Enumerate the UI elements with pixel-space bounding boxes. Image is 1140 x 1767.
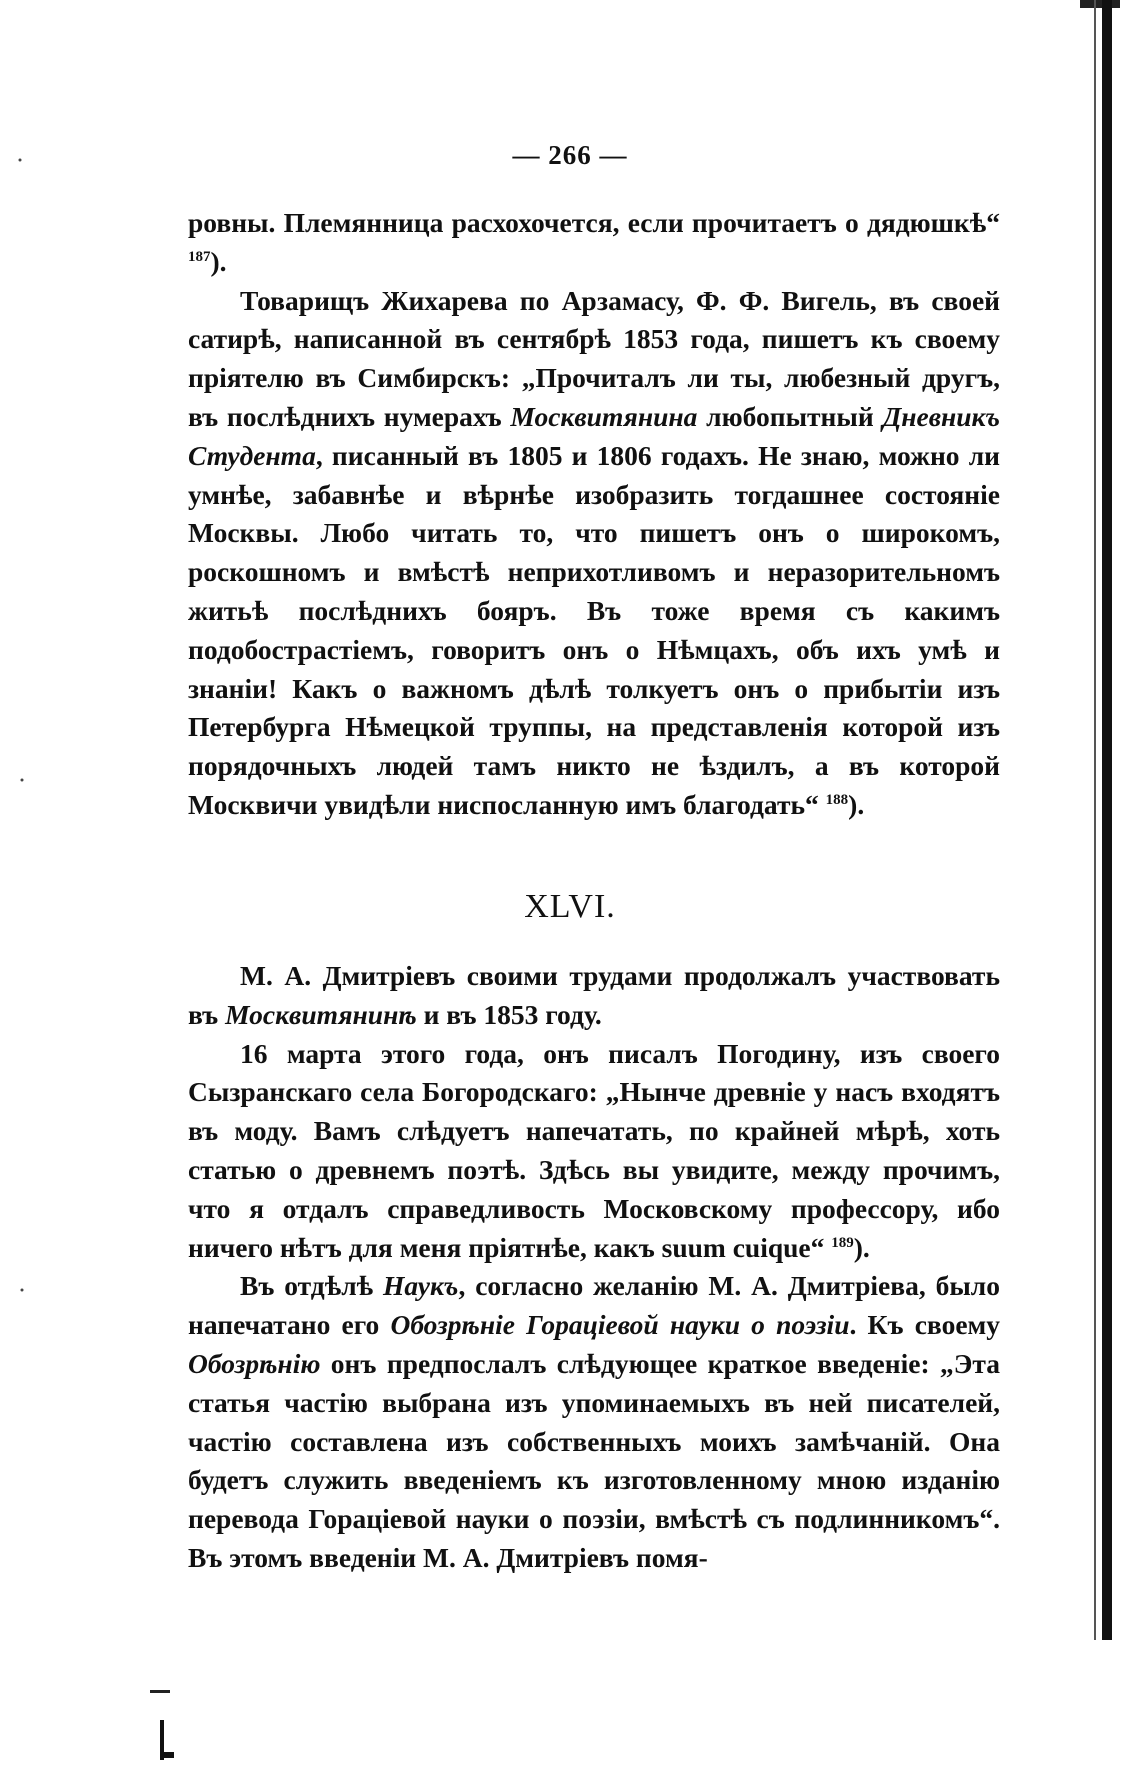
footnote-ref: 189 xyxy=(831,1234,854,1251)
footnote-ref: 188 xyxy=(825,791,849,808)
paragraph-text-end: ). xyxy=(210,245,227,277)
paragraph-text: Товарищъ Жихарева по Арзамасу, Ф. Ф. Вигель, въ своей сатирѣ, написанной въ сентябрѣ 1853 года, пишетъ къ своему пріятелю въ Симбирскъ: „Прочиталъ ли ты, любезный другъ, въ послѣднихъ нумерахъ xyxy=(188,284,1000,432)
page-number: — 266 — xyxy=(512,140,628,170)
paragraph-text-end: ). xyxy=(848,788,865,820)
paragraph-text: онъ предпослалъ слѣдующее краткое введеніе: „Эта статья частію выбрана изъ упоминаемыхъ въ ней писателей, частію составлена изъ собственныхъ моихъ замѣчаній. Она будетъ служить введеніемъ къ изготовленному мною изданію перевода Гораціевой науки о поэзіи, вмѣстѣ съ подлинникомъ“. Въ этомъ введеніи М. А. Дмитріевъ помя- xyxy=(188,1347,1000,1573)
paragraph-text: , писанный въ 1805 и 1806 годахъ. Не знаю, можно ли умнѣе, забавнѣе и вѣрнѣе изобразить тогдашнее состояніе Москвы. Любо читать то, что пишетъ онъ о широкомъ, роскошномъ и вмѣстѣ неприхотливомъ и неразорительномъ житьѣ послѣднихъ бояръ. Въ тоже время съ какимъ подобострастіемъ, говоритъ онъ о Нѣмцахъ, объ ихъ умѣ и знаніи! Какъ о важномъ дѣлѣ толкуетъ онъ о прибытіи изъ Петербурга Нѣмецкой труппы, на представленія которой изъ порядочныхъ людей тамъ никто не ѣздилъ, а въ которой Москвичи увидѣли ниспосланную имъ благодать“ xyxy=(188,439,1000,820)
diary-title: Дневникъ Студента xyxy=(188,400,1000,471)
paragraph-text-end: ). xyxy=(853,1231,870,1263)
speck xyxy=(164,1752,174,1758)
section-title: Наукъ xyxy=(383,1270,459,1302)
journal-title: Москвитянинѣ xyxy=(225,998,417,1030)
speck xyxy=(160,1720,164,1760)
article-title-short: Обозрѣнію xyxy=(188,1347,321,1379)
journal-title: Москвитянина xyxy=(510,400,698,432)
paragraph-text: Въ отдѣлѣ xyxy=(240,1270,384,1302)
speck xyxy=(19,159,22,162)
chapter-heading: XLVI. xyxy=(524,888,616,925)
paragraph-text: любопытный xyxy=(697,400,883,432)
paragraph-text: . Къ своему xyxy=(849,1309,1001,1341)
speck xyxy=(150,1690,170,1693)
footnote-ref: 187 xyxy=(188,248,211,265)
speck xyxy=(21,1289,24,1292)
paragraph-text: М. А. Дмитріевъ своими трудами продолжалъ участвовать въ xyxy=(188,960,1000,1030)
paragraph-text: 16 марта этого года, онъ писалъ Погодину, изъ своего Сызранскаго села Богородскаго: „Нынче древніе у насъ входятъ въ моду. Вамъ слѣдуетъ напечатать, по крайней мѣрѣ, хоть статью о древнемъ поэтѣ. Здѣсь вы увидите, между прочимъ, что я отдалъ справедливость Московскому профессору, ибо ничего нѣтъ для меня пріятнѣе, какъ suum cuique“ xyxy=(188,1037,1000,1263)
paragraph-text: , согласно желанію М. А. Дмитріева, было напечатано его xyxy=(188,1270,1000,1341)
paragraph-text: и въ 1853 году. xyxy=(416,998,602,1030)
speck xyxy=(21,779,24,782)
paragraph-text: ровны. Племянница расхохочется, если прочитаетъ о дядюшкѣ“ xyxy=(188,207,1000,238)
article-title: Обозрѣніе Гораціевой науки о поэзіи xyxy=(390,1309,850,1341)
